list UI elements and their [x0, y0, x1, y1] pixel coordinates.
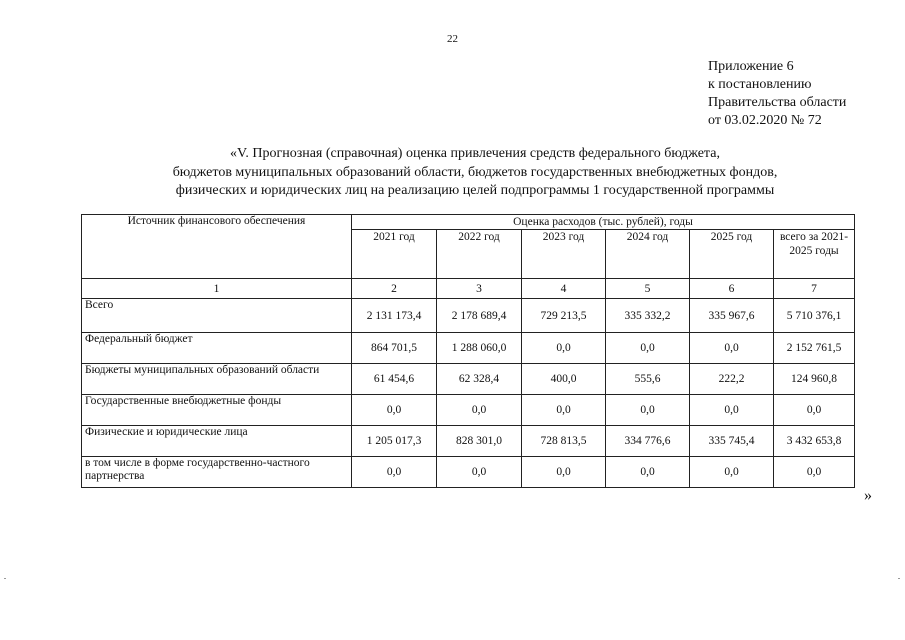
row-label: Федеральный бюджет — [82, 333, 352, 364]
cell-value: 0,0 — [522, 395, 606, 426]
cell-value: 0,0 — [522, 457, 606, 488]
cell-value: 5 710 376,1 — [774, 299, 855, 333]
cell-value: 729 213,5 — [522, 299, 606, 333]
title-line: бюджетов муниципальных образований области, бюджетов государственных внебюджетных фондов, — [172, 164, 778, 180]
cell-value: 334 776,6 — [606, 426, 690, 457]
column-number-row — [82, 279, 855, 299]
cell-value: 2 131 173,4 — [352, 299, 437, 333]
cell-value: 61 454,6 — [352, 364, 437, 395]
year-header: 2024 год — [606, 230, 690, 279]
cell-value: 0,0 — [437, 395, 522, 426]
cell-value: 0,0 — [774, 457, 855, 488]
page-number: 22 — [447, 33, 458, 45]
cell-value: 2 152 761,5 — [774, 333, 855, 364]
table-row-individuals-legal-entities — [82, 426, 855, 457]
year-header: 2021 год — [352, 230, 437, 279]
cell-value: 2 178 689,4 — [437, 299, 522, 333]
closing-quote: » — [864, 487, 872, 504]
cell-value: 828 301,0 — [437, 426, 522, 457]
expense-group-header: Оценка расходов (тыс. рублей), годы — [352, 215, 855, 230]
year-header: 2023 год — [522, 230, 606, 279]
cell-value: 1 205 017,3 — [352, 426, 437, 457]
row-label: Государственные внебюджетные фонды — [82, 395, 352, 426]
cell-value: 222,2 — [690, 364, 774, 395]
cell-value: 335 967,6 — [690, 299, 774, 333]
title-line: «V. Прогнозная (справочная) оценка привлечения средств федерального бюджета, — [230, 146, 720, 161]
total-header: всего за 2021-2025 годы — [774, 230, 855, 279]
column-number: 7 — [774, 279, 855, 299]
column-number: 2 — [352, 279, 437, 299]
cell-value: 555,6 — [606, 364, 690, 395]
appendix-line: от 03.02.2020 № 72 — [708, 113, 822, 128]
cell-value: 0,0 — [606, 395, 690, 426]
appendix-block — [708, 58, 846, 130]
row-label: Всего — [82, 299, 352, 333]
document-title — [90, 145, 860, 201]
financing-table — [81, 214, 855, 488]
cell-value: 0,0 — [690, 457, 774, 488]
cell-value: 0,0 — [522, 333, 606, 364]
year-header: 2025 год — [690, 230, 774, 279]
cell-value: 1 288 060,0 — [437, 333, 522, 364]
cell-value: 400,0 — [522, 364, 606, 395]
appendix-line: Правительства области — [708, 95, 847, 110]
column-number: 6 — [690, 279, 774, 299]
title-line: физических и юридических лиц на реализацию целей подпрограммы 1 государственной программы — [175, 183, 775, 198]
cell-value: 864 701,5 — [352, 333, 437, 364]
row-label: Бюджеты муниципальных образований области — [82, 364, 352, 395]
cell-value: 728 813,5 — [522, 426, 606, 457]
column-number: 3 — [437, 279, 522, 299]
cell-value: 124 960,8 — [774, 364, 855, 395]
table-row-extrabudgetary-funds — [82, 395, 855, 426]
table-row-public-private-partnership — [82, 457, 855, 488]
cell-value: 335 332,2 — [606, 299, 690, 333]
year-header: 2022 год — [437, 230, 522, 279]
appendix-line: к постановлению — [708, 77, 812, 92]
cell-value: 335 745,4 — [690, 426, 774, 457]
cell-value: 0,0 — [606, 457, 690, 488]
cell-value: 3 432 653,8 — [774, 426, 855, 457]
appendix-line: Приложение 6 — [708, 59, 794, 74]
cell-value: 0,0 — [352, 395, 437, 426]
row-label: Физические и юридические лица — [82, 426, 352, 457]
cell-value: 0,0 — [437, 457, 522, 488]
cell-value: 0,0 — [774, 395, 855, 426]
column-number: 5 — [606, 279, 690, 299]
cell-value: 0,0 — [690, 333, 774, 364]
column-number: 4 — [522, 279, 606, 299]
column-number: 1 — [82, 279, 352, 299]
row-label: в том числе в форме государственно-частного партнерства — [82, 457, 352, 488]
scan-edge-mark — [4, 578, 6, 579]
table-row-federal-budget — [82, 333, 855, 364]
table-row-municipal-budgets — [82, 364, 855, 395]
table-row-total — [82, 299, 855, 333]
source-column-header: Источник финансового обеспечения — [82, 215, 352, 279]
cell-value: 0,0 — [606, 333, 690, 364]
cell-value: 0,0 — [352, 457, 437, 488]
scan-edge-mark — [898, 578, 900, 579]
cell-value: 62 328,4 — [437, 364, 522, 395]
cell-value: 0,0 — [690, 395, 774, 426]
